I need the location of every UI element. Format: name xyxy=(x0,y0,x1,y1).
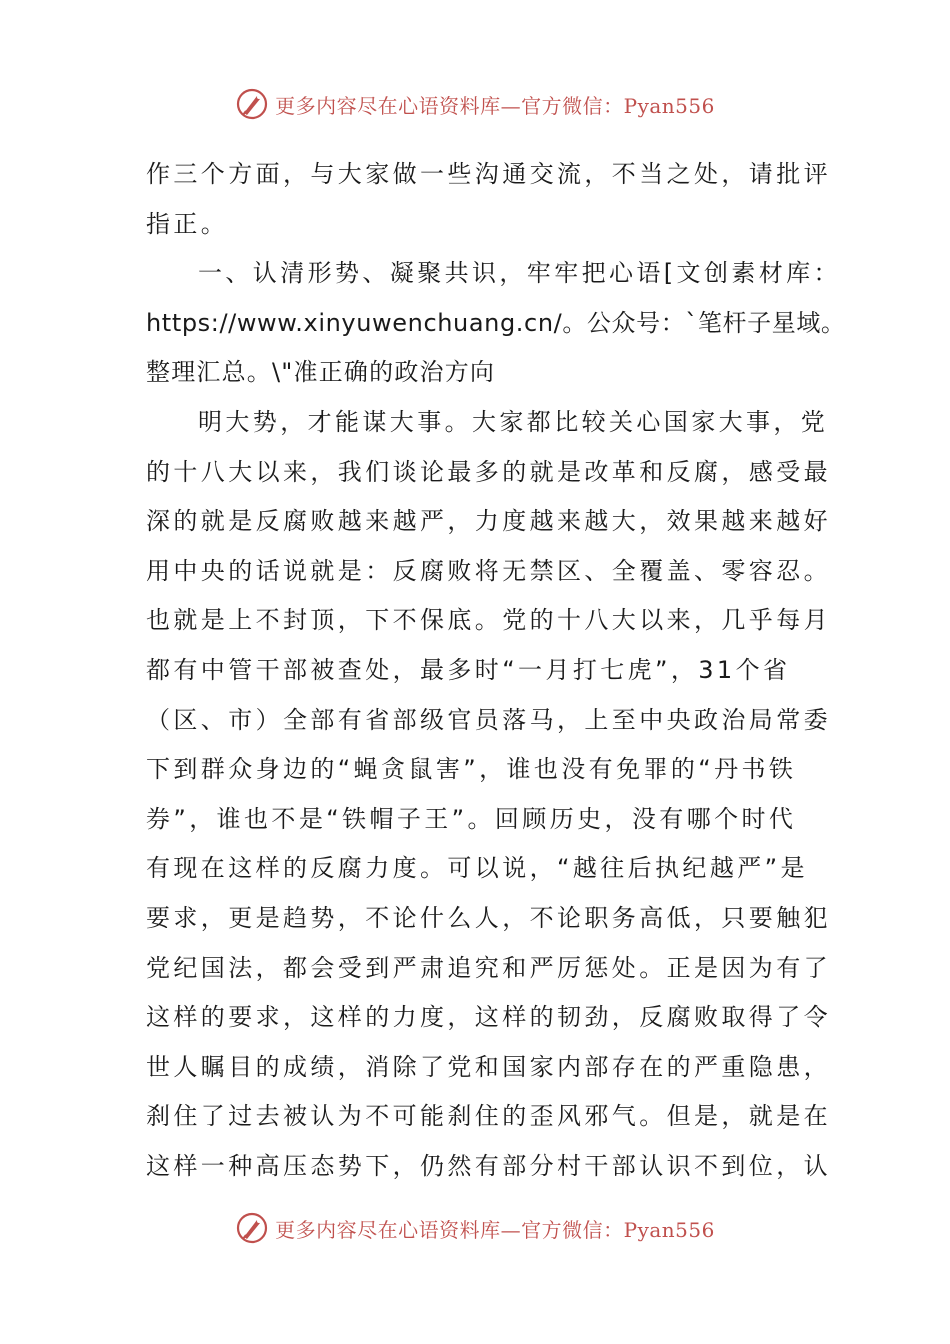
text-line: 这样一种高压态势下，仍然有部分村干部认识不到位，认 xyxy=(146,1151,831,1180)
section-heading-line: 一、认清形势、凝聚共识，牢牢把心语[文创素材库： xyxy=(198,259,841,288)
quill-logo-icon xyxy=(235,1211,269,1245)
url-line: https://www.xinyuwenchuang.cn/。公众号：`笔杆子星域。 xyxy=(146,308,846,337)
header-banner xyxy=(0,84,950,124)
text-line: 深的就是反腐败越来越严，力度越来越大，效果越来越好 xyxy=(146,507,831,536)
paragraph-start-line: 明大势，才能谋大事。大家都比较关心国家大事，党 xyxy=(198,407,829,436)
text-line: 世人瞩目的成绩，消除了党和国家内部存在的严重隐患， xyxy=(146,1052,831,1081)
text-line: 的十八大以来，我们谈论最多的就是改革和反腐，感受最 xyxy=(146,457,831,486)
text-line: （区、市）全部有省部级官员落马，上至中央政治局常委 xyxy=(146,705,831,734)
footer-banner xyxy=(0,1208,950,1248)
text-line: 作三个方面，与大家做一些沟通交流，不当之处，请批评 xyxy=(146,160,831,188)
text-line: 也就是上不封顶，下不保底。党的十八大以来，几乎每月 xyxy=(146,606,831,635)
document-body xyxy=(146,150,846,1191)
quill-logo-icon xyxy=(235,87,269,121)
text-line: 下到群众身边的“蝇贪鼠害”，谁也没有免罪的“丹书铁 xyxy=(146,755,797,784)
text-line: 指正。 xyxy=(146,209,229,238)
text-line: 这样的要求，这样的力度，这样的韧劲，反腐败取得了令 xyxy=(146,1003,831,1032)
text-line: 有现在这样的反腐力度。可以说，“越往后执纪越严”是 xyxy=(146,854,808,883)
text-line: 券”，谁也不是“铁帽子王”。回顾历史，没有哪个时代 xyxy=(146,804,797,833)
text-line: 都有中管干部被查处，最多时“一月打七虎”，31个省 xyxy=(146,655,791,684)
banner-text: 更多内容尽在心语资料库—官方微信：Pyan556 xyxy=(275,93,715,118)
text-line: 整理汇总。\"准正确的政治方向 xyxy=(146,358,496,387)
text-line: 用中央的话说就是：反腐败将无禁区、全覆盖、零容忍。 xyxy=(146,556,831,585)
banner-text: 更多内容尽在心语资料库—官方微信：Pyan556 xyxy=(275,1217,715,1242)
text-line: 刹住了过去被认为不可能刹住的歪风邪气。但是，就是在 xyxy=(146,1102,831,1131)
text-line: 党纪国法，都会受到严肃追究和严厉惩处。正是因为有了 xyxy=(146,953,831,982)
text-line: 要求，更是趋势，不论什么人，不论职务高低，只要触犯 xyxy=(146,903,831,932)
